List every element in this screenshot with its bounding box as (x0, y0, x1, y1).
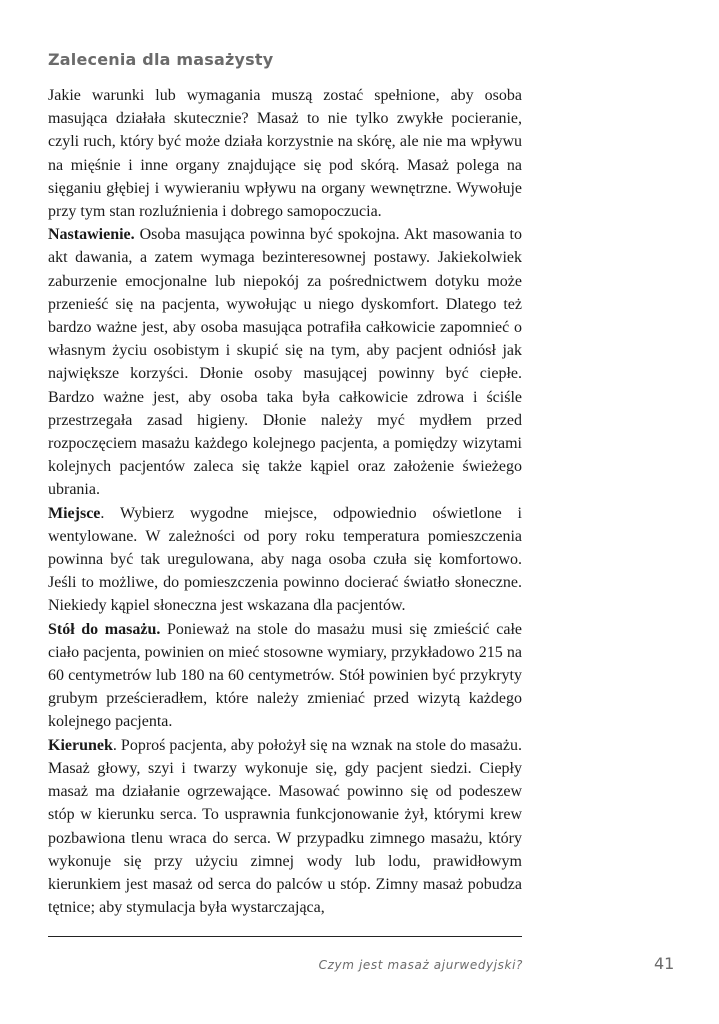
page-number: 41 (654, 954, 675, 973)
term-kierunek: Kierunek (48, 736, 113, 754)
text-miejsce: . Wybierz wygodne miejsce, odpowiednio oświetlone i wentylowane. W zależności od pory roku temperatura pomieszczenia powinna być tak uregulowana, aby naga osoba czuła się komfortowo. Jeśli to możliwe, do pomieszczenia powinno docierać światło słoneczne. Niekiedy kąpiel słoneczna jest wskazana dla pacjentów. (48, 504, 522, 615)
term-stol: Stół do masażu. (48, 620, 161, 638)
footer-divider (48, 936, 522, 937)
paragraph-kierunek (48, 734, 522, 920)
paragraph-stol (48, 618, 522, 734)
text-kierunek: . Poproś pacjenta, aby położył się na wznak na stole do masażu. Masaż głowy, szyi i twarzy wykonuje się, gdy pacjent siedzi. Ciepły masaż ma działanie ogrzewające. Masować powinno się od podeszew stóp w kierunku serca. To usprawnia funkcjonowanie żył, którymi krew pozbawiona tlenu wraca do serca. W przypadku zimnego masażu, który wykonuje się przy użyciu zimnej wody lub lodu, prawidłowym kierunkiem jest masaż od serca do palców u stóp. Zimny masaż pobudza tętnice; aby stymulacja była wystarczająca, (48, 736, 522, 917)
text-nastawienie: Osoba masująca powinna być spokojna. Akt masowania to akt dawania, a zatem wymaga bezinteresownej postawy. Jakiekolwiek zaburzenie emocjonalne lub niepokój za pośrednictwem dotyku może przenieść się na pacjenta, wywołując u niego dyskomfort. Dlatego też bardzo ważne jest, aby osoba masująca potrafiła całkowicie zapomnieć o własnym życiu osobistym i skupić się na tym, aby pacjent odniósł jak największe korzyści. Dłonie osoby masującej powinny być ciepłe. Bardzo ważne jest, aby osoba taka była całkowicie zdrowa i ściśle przestrzegała zasad higieny. Dłonie należy myć mydłem przed rozpoczęciem masażu każdego kolejnego pacjenta, a pomiędzy wizytami kolejnych pacjentów zaleca się także kąpiel oraz założenie świeżego ubrania. (48, 226, 522, 499)
paragraph-nastawienie (48, 223, 522, 501)
text-stol: Ponieważ na stole do masażu musi się zmieścić całe ciało pacjenta, powinien on mieć stosowne wymiary, przykładowo 215 na 60 centymetrów lub 180 na 60 centymetrów. Stół powinien być przykryty grubym prześcieradłem, które należy zmieniać przed wizytą każdego kolejnego pacjenta. (48, 620, 523, 731)
term-miejsce: Miejsce (48, 504, 101, 522)
running-title: Czym jest masaż ajurwedyjski? (318, 958, 523, 972)
body-text (48, 84, 522, 919)
paragraph-miejsce (48, 502, 522, 618)
term-nastawienie: Nastawienie. (48, 226, 135, 244)
section-heading: Zalecenia dla masażysty (48, 50, 274, 69)
paragraph-intro: Jakie warunki lub wymagania muszą zostać spełnione, aby osoba masująca działała skutecznie? Masaż to nie tylko zwykłe pocieranie, czyli ruch, który być może działa korzystnie na skórę, ale nie ma wpływu na mięśnie i inne organy znajdujące się pod skórą. Masaż polega na sięganiu głębiej i wywieraniu wpływu na organy wewnętrzne. Wywołuje przy tym stan rozluźnienia i dobrego samopoczucia. (48, 87, 522, 221)
